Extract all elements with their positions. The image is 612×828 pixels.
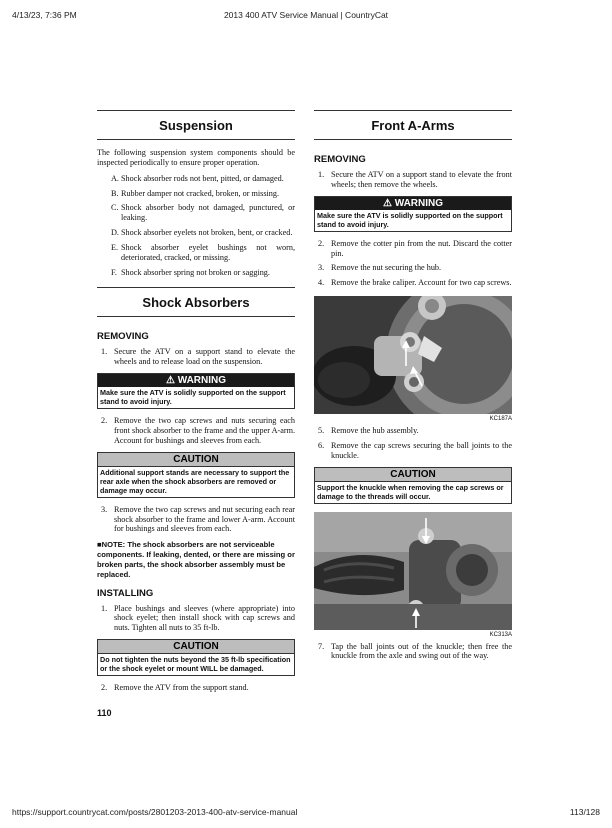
warning-label: ⚠ WARNING [98,374,294,387]
list-item: 2. Remove the ATV from the support stand. [101,683,249,693]
list-item: 6. Remove the cap screws securing the ball joints to the knuckle. [318,440,512,460]
list-item: E. Shock absorber eyelet bushings not worn, deteriorated, cracked, or missing. [111,242,295,262]
caution-label: CAUTION [315,468,511,482]
installing-heading: INSTALLING [97,587,154,599]
warning-box [97,373,295,409]
caution-label: CAUTION [98,453,294,467]
a-arm-removing-steps [314,239,512,288]
print-page-count: 113/128 [569,807,600,817]
list-item: 2. Remove the cotter pin from the nut. Discard the cotter pin. [318,238,512,258]
section-title-shock-absorbers: Shock Absorbers [97,287,295,317]
list-item: 2. Remove the two cap screws and nuts securing each front shock absorber to the frame and the upper A-arm. Account for bushings and sleeves from each. [101,416,295,445]
caution-box [97,639,295,676]
list-item: 1. Secure the ATV on a support stand to elevate the front wheels; then remove the wheels. [318,170,512,189]
list-item: 1. Place bushings and sleeves (where appropriate) into shock eyelet; then install shock with cap screws and nuts. Tighten all nuts to 35 ft-lb. [101,603,295,633]
removing-heading: REMOVING [97,331,149,343]
left-column [97,110,295,698]
warning-label: ⚠ WARNING [315,197,511,210]
a-arm-removing-steps-continued [314,426,512,461]
caution-box [97,452,295,498]
warning-box [314,196,512,232]
caution-label: CAUTION [98,640,294,654]
caution-text: Support the knuckle when removing the cap screws or damage to the threads will occur. [317,482,504,501]
list-item: B. Rubber damper not cracked, broken, or missing. [111,188,280,198]
list-item: F. Shock absorber spring not broken or sagging. [111,267,270,277]
list-item: 4. Remove the brake caliper. Account for two cap screws. [318,278,512,288]
print-title: 2013 400 ATV Service Manual | CountryCat [223,10,389,20]
hub-photo-image [314,296,512,414]
photo-caption: KC187A [489,416,512,423]
list-item: 1. Secure the ATV on a support stand to elevate the wheels and to release load on the suspension. [101,347,295,367]
section-title-front-a-arms: Front A-Arms [314,110,512,140]
suspension-checklist [97,174,295,278]
list-item: D. Shock absorber eyelets not broken, bent, or cracked. [111,228,293,238]
suspension-intro: The following suspension system components should be inspected periodically to ensure proper operation. [97,148,295,167]
section-title-suspension: Suspension [97,110,295,140]
photo-knuckle [314,512,512,630]
photo-hub-brake [314,296,512,414]
print-url: https://support.countrycat.com/posts/2801203-2013-400-atv-service-manual [12,807,298,817]
list-item: 3. Remove the two cap screws and nut securing each rear shock absorber to the frame and lower A-arm. Account for bushings and sleeves from each. [101,504,295,534]
shock-removing-steps [97,347,295,367]
page-number: 110 [97,708,112,718]
warning-text: Make sure the ATV is solidly supported on the support stand to avoid injury. [317,210,503,229]
list-item: 7. Tap the ball joints out of the knuckle; then free the knuckle from the axle and swing out of the way. [318,641,512,661]
note-text: ■NOTE: The shock absorbers are not serviceable components. If leaking, dented, or there are missing or broken parts, the shock absorber assembly must be replaced. [97,540,295,579]
caution-text: Do not tighten the nuts beyond the 35 ft-lb specification or the shock eyelet or mount WILL be damaged. [100,655,291,674]
caution-text: Additional support stands are necessary to support the rear axle when the shock absorbers are removed or damage may occur. [100,467,290,495]
list-item: A. Shock absorber rods not bent, pitted, or damaged. [111,173,284,183]
print-datetime: 4/13/23, 7:36 PM [12,10,77,20]
warning-text: Make sure the ATV is solidly supported on the support stand to avoid injury. [100,388,286,407]
caution-box [314,467,512,504]
list-item: 3. Remove the nut securing the hub. [318,263,442,273]
removing-heading: REMOVING [314,154,366,165]
photo-caption: KC313A [489,631,512,638]
list-item: 5. Remove the hub assembly. [318,426,419,436]
knuckle-photo-image [314,512,512,630]
right-column [314,110,512,666]
list-item: C. Shock absorber body not damaged, punctured, or leaking. [111,203,295,223]
